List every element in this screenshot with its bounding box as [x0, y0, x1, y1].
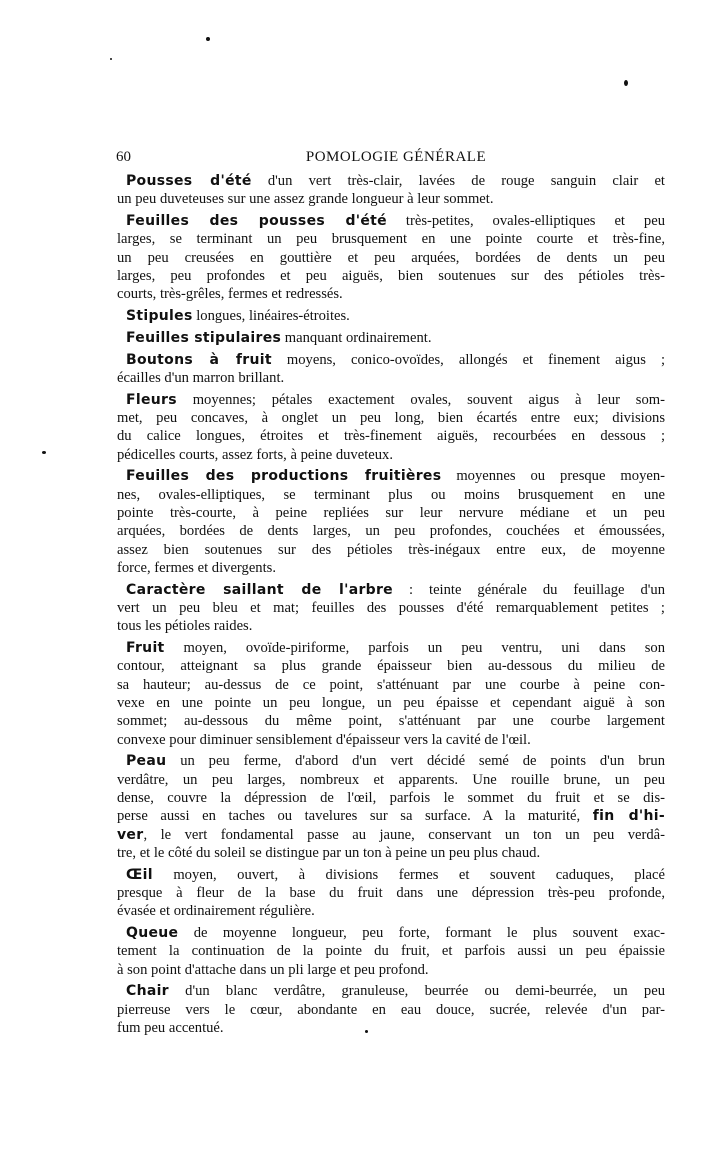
inline-term: ver [117, 826, 144, 843]
paragraph-caractere: Caractère saillant de l'arbre : teinte générale du feuillage d'un vert un peu bleu et mat; feuilles des pousses d'été remarquablement petites ; tous les pétioles raides. [117, 581, 665, 635]
term: Œil [126, 866, 153, 883]
scan-speck [624, 80, 628, 86]
page-number: 60 [116, 149, 131, 165]
paragraph-stipules: Stipules longues, linéaires-étroites. [126, 308, 350, 325]
scan-speck [110, 58, 112, 60]
paragraph-feuilles-productions: Feuilles des productions fruitières moyennes ou presque moyen- nes, ovales-elliptiques, se terminant plus ou moins brusquement en une pointe très-courte, à peine repliées sur leur nervure médiane et un peu arquées, bordées de dents larges, un peu profondes, couchées et émoussées, assez bien soutenues sur des pétioles très-inégaux entre eux, de moyenne force, fermes et divergents. [117, 468, 665, 576]
page-header [116, 149, 666, 169]
term: Chair [126, 983, 169, 1000]
term: Feuilles des pousses d'été [126, 213, 387, 230]
paragraph-peau: Peau un peu ferme, d'abord d'un vert décidé semé de points d'un brun verdâtre, un peu larges, nombreux et apparents. Une rouille brune, un peu dense, couvre la dépression de l'œil, parfois le sommet du fruit et se dis- perse aussi en taches ou tavelures sur sa surface. A la maturité, fin d'hi- ver, le vert fondamental passe au jaune, conservant un ton un peu verdâ- tre, et le côté du soleil se distingue par un ton à peine un peu plus chaud. [117, 753, 665, 861]
term: Queue [126, 925, 179, 942]
paragraph-pousses: Pousses d'été d'un vert très-clair, lavées de rouge sanguin clair et un peu duveteuses sur une assez grande longueur à leur sommet. [117, 173, 665, 208]
inline-term: fin d'hi- [592, 808, 665, 825]
paragraph-chair: Chair d'un blanc verdâtre, granuleuse, beurrée ou demi-beurrée, un peu pierreuse vers le cœur, abondante en eau douce, sucrée, relevée d'un par- fum peu accentué. [117, 983, 665, 1037]
term: Peau [126, 753, 167, 770]
term: Feuilles des productions fruitières [126, 468, 442, 485]
paragraph-feuilles-stipulaires: Feuilles stipulaires manquant ordinairement. [126, 329, 432, 346]
paragraph-queue: Queue de moyenne longueur, peu forte, formant le plus souvent exac- tement la continuation de la pointe du fruit, et parfois aussi un peu épaissie à son point d'attache dans un pli large et peu profond. [117, 925, 665, 978]
paragraph-fleurs: Fleurs moyennes; pétales exactement ovales, souvent aigus à leur som- met, peu concaves, à onglet un peu long, bien écartés entre eux; divisions du calice longues, étroites et très-finement aiguës, recourbées en dessous ; pédicelles courts, assez forts, à peine duveteux. [117, 391, 665, 463]
term: Pousses d'été [126, 173, 252, 189]
scan-speck [206, 37, 210, 41]
term: Boutons à fruit [126, 351, 272, 368]
term: Fleurs [126, 391, 177, 408]
scan-speck [42, 451, 46, 454]
term: Stipules [126, 308, 193, 325]
term: Fruit [126, 640, 165, 657]
paragraph-feuilles-pousses: Feuilles des pousses d'été très-petites, ovales-elliptiques et peu larges, se terminant un peu brusquement en une pointe courte et très-fine, un peu creusées en gouttière et peu arquées, bordées de dents un peu larges, peu profondes et peu aiguës, bien soutenues sur des pétioles très- courts, très-grêles, fermes et redressés. [117, 213, 666, 303]
paragraph-boutons: Boutons à fruit moyens, conico-ovoïdes, allongés et finement aigus ; écailles d'un marron brillant. [117, 351, 665, 386]
running-title: POMOLOGIE GÉNÉRALE [305, 149, 487, 165]
term: Caractère saillant de l'arbre [126, 581, 393, 598]
term: Feuilles stipulaires [126, 329, 282, 346]
paragraph-fruit: Fruit moyen, ovoïde-piriforme, parfois un peu ventru, uni dans son contour, atteignant sa plus grande épaisseur bien au-dessous du milieu de sa hauteur; au-dessus de ce point, s'atténuant par une courbe à peine con- vexe en une pointe un peu longue, un peu épaisse et cependant aiguë à son sommet; au-dessous du même point, s'atténuant par une courbe largement convexe pour diminuer sensiblement d'épaisseur vers la cavité de l'œil. [117, 640, 665, 748]
paragraph-oeil: Œil moyen, ouvert, à divisions fermes et souvent caduques, placé presque à fleur de la base du fruit dans une dépression très-peu profonde, évasée et ordinairement régulière. [117, 866, 665, 920]
body-text [117, 172, 665, 1041]
